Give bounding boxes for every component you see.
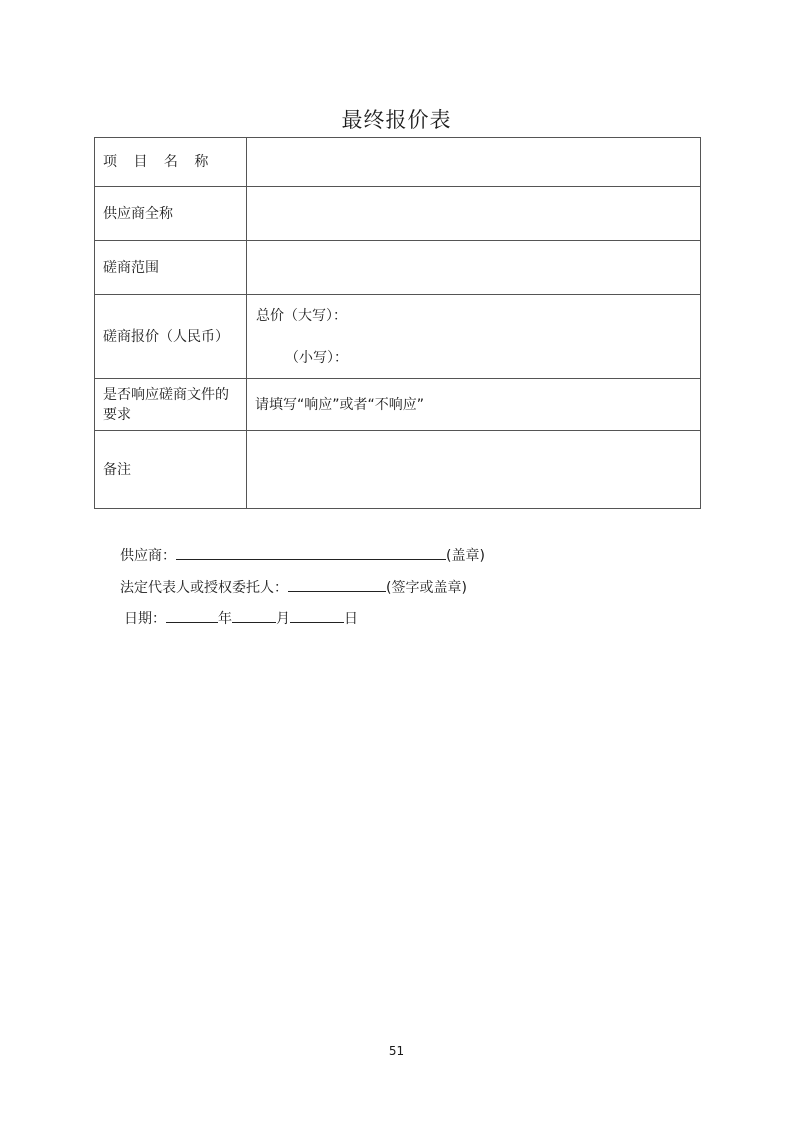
table-row (95, 241, 701, 295)
table-row (95, 187, 701, 241)
day-label: 日 (344, 611, 358, 627)
row-value-quote[interactable] (247, 295, 701, 379)
supplier-signature-line (120, 545, 485, 566)
total-price-uppercase: 总价（大写）： (256, 307, 347, 324)
row-label-project-name: 项 目 名 称 (95, 138, 247, 187)
row-label-supplier-name: 供应商全称 (95, 187, 247, 241)
row-label-remarks: 备注 (95, 431, 247, 509)
row-label-response: 是否响应磋商文件的要求 (95, 379, 247, 431)
row-value-remarks[interactable] (247, 431, 701, 509)
month-label: 月 (276, 611, 290, 627)
table-row (95, 138, 701, 187)
supplier-suffix: (盖章) (446, 548, 485, 564)
total-price-lowercase: （小写）： (285, 349, 348, 366)
year-label: 年 (218, 611, 232, 627)
representative-blank[interactable] (288, 577, 386, 592)
row-label-quote: 磋商报价（人民币） (95, 295, 247, 379)
supplier-blank[interactable] (176, 545, 446, 560)
year-blank[interactable] (166, 608, 218, 623)
representative-label: 法定代表人或授权委托人： (120, 580, 288, 596)
date-line (124, 608, 358, 629)
row-value-supplier-name[interactable] (247, 187, 701, 241)
day-blank[interactable] (290, 608, 344, 623)
table-row (95, 379, 701, 431)
date-label: 日期： (124, 611, 166, 627)
representative-suffix: (签字或盖章) (386, 580, 467, 596)
row-value-project-name[interactable] (247, 138, 701, 187)
representative-signature-line (120, 577, 467, 598)
table-row (95, 431, 701, 509)
quote-table (94, 137, 701, 509)
row-value-scope[interactable] (247, 241, 701, 295)
table-row (95, 295, 701, 379)
month-blank[interactable] (232, 608, 276, 623)
row-label-scope: 磋商范围 (95, 241, 247, 295)
page-number: 51 (388, 1044, 405, 1058)
row-value-response[interactable]: 请填写“响应”或者“不响应” (247, 379, 701, 431)
supplier-label: 供应商： (120, 548, 176, 564)
page-title: 最终报价表 (341, 108, 452, 132)
